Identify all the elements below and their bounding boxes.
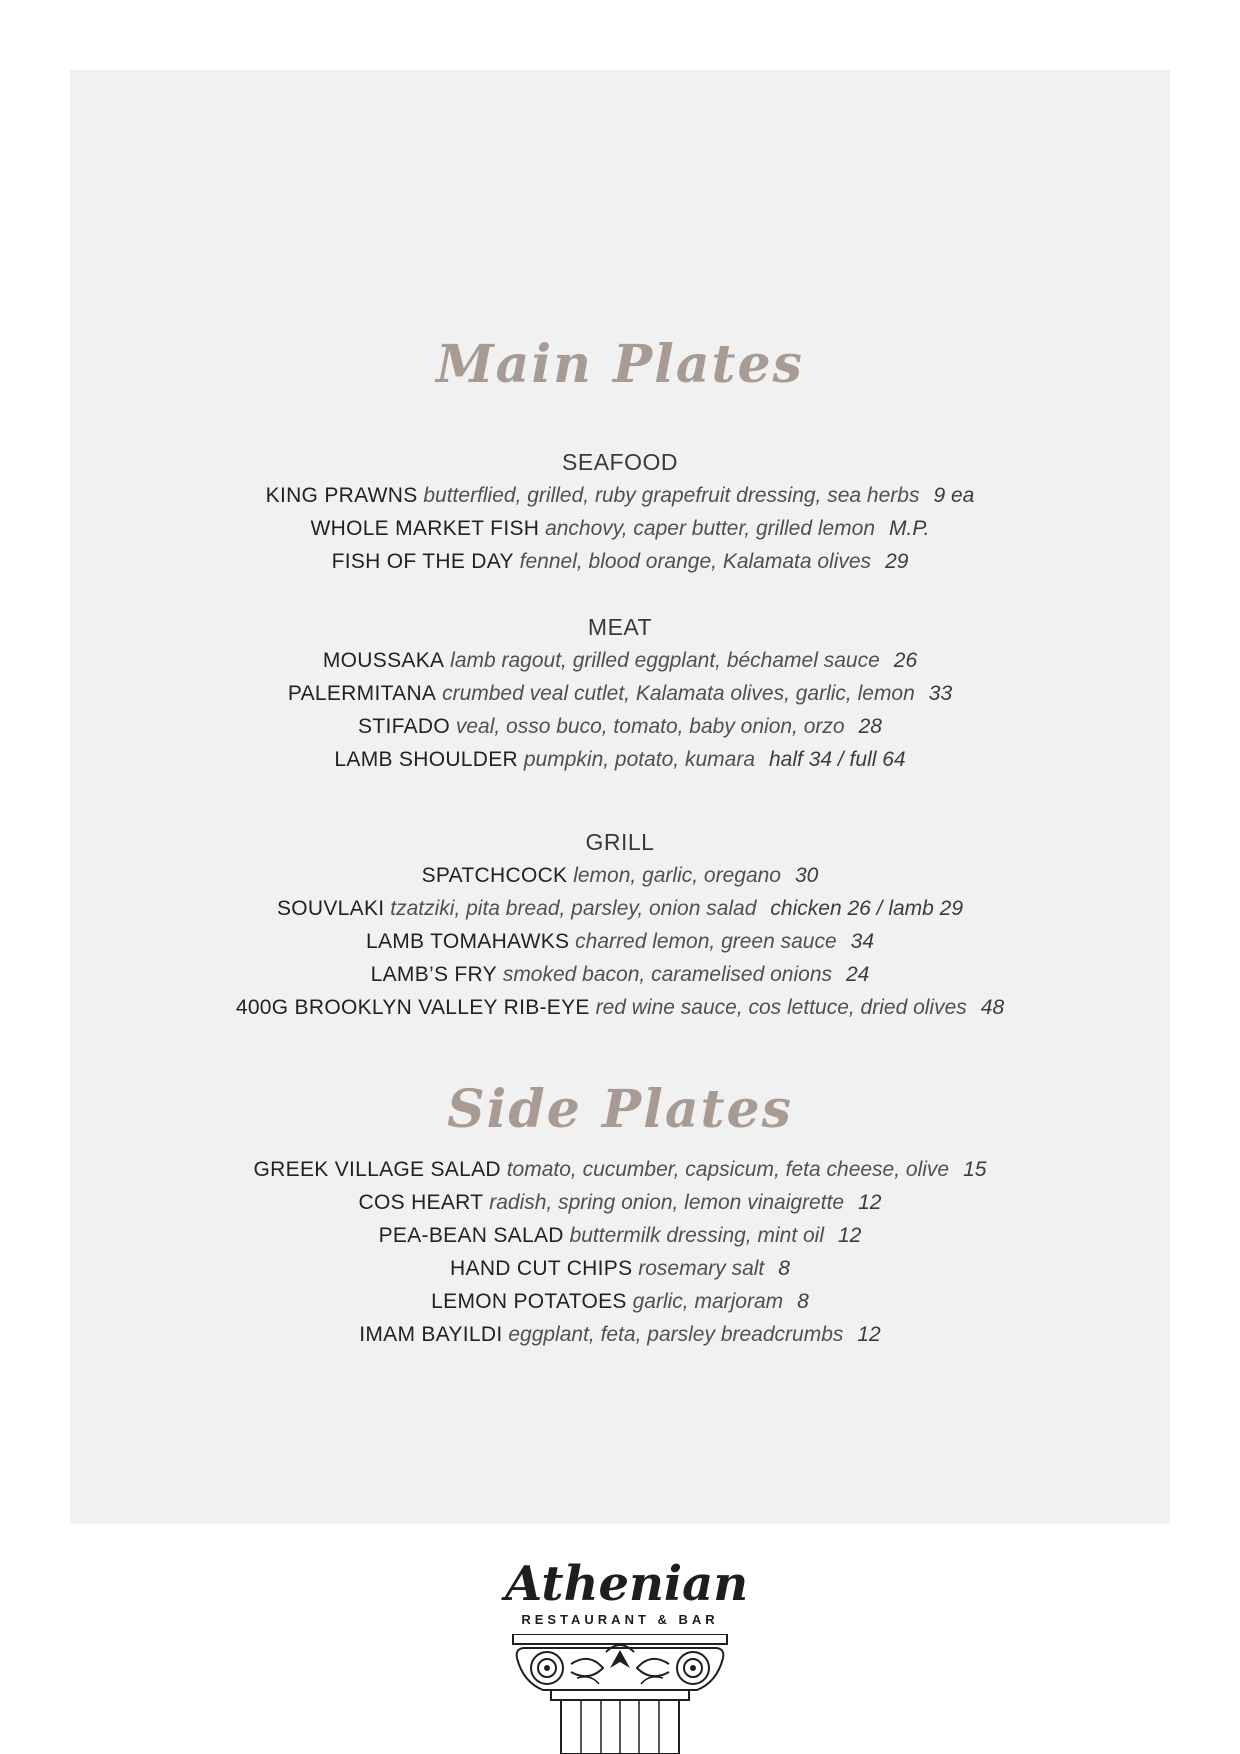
menu-item [70,1252,1170,1285]
menu-item [70,743,1170,776]
section-heading: GRILL [585,829,655,855]
item-name: LAMB TOMAHAWKS [365,930,570,953]
item-description: anchovy, caper butter, grilled lemon [545,517,876,540]
item-name: 400G BROOKLYN VALLEY RIB-EYE [235,996,590,1019]
menu-item [70,859,1170,892]
item-description: eggplant, feta, parsley breadcrumbs [508,1323,844,1346]
main-plates-title: Main Plates [436,334,804,395]
item-name: LEMON POTATOES [431,1290,627,1313]
item-price: 26 [893,649,918,672]
menu-item [70,545,1170,578]
menu-item [70,512,1170,545]
item-price: 9 ea [933,484,975,507]
menu-item [70,479,1170,512]
item-price: chicken 26 / lamb 29 [770,897,964,920]
item-name: LAMB’S FRY [370,963,497,986]
ionic-column-capital-icon [511,1634,729,1754]
menu-item [70,892,1170,925]
item-price: 8 [778,1257,790,1280]
item-description: tomato, cucumber, capsicum, feta cheese, olive [506,1158,950,1181]
item-price: 29 [885,550,909,573]
item-description: crumbed veal cutlet, Kalamata olives, garlic, lemon [442,682,915,705]
item-name: KING PRAWNS [265,484,418,507]
item-name: HAND CUT CHIPS [450,1257,633,1280]
logo-wordmark: Athenian [505,1556,749,1612]
restaurant-logo [505,1548,749,1754]
menu-item [70,677,1170,710]
menu-item [70,1219,1170,1252]
menu-item [70,1153,1170,1186]
item-price: 12 [857,1323,881,1346]
menu-item [70,1186,1170,1219]
item-name: LAMB SHOULDER [334,748,519,771]
menu-item [70,925,1170,958]
item-description: garlic, marjoram [632,1290,784,1313]
item-name: IMAM BAYILDI [359,1323,503,1346]
side-plates-title: Side Plates [447,1079,793,1140]
item-description: veal, osso buco, tomato, baby onion, orzo [455,715,845,738]
item-price: M.P. [889,517,930,540]
item-price: 34 [850,930,875,953]
item-description: radish, spring onion, lemon vinaigrette [489,1191,845,1214]
item-description: fennel, blood orange, Kalamata olives [519,550,872,573]
menu-item [70,958,1170,991]
item-description: smoked bacon, caramelised onions [502,963,832,986]
item-description: red wine sauce, cos lettuce, dried olives [595,996,967,1019]
item-description: charred lemon, green sauce [575,930,837,953]
item-description: butterflied, grilled, ruby grapefruit dressing, sea herbs [423,484,920,507]
item-price: 12 [858,1191,882,1214]
menu-item [70,991,1170,1024]
section-sides [70,1153,1170,1351]
section-heading: SEAFOOD [562,449,678,475]
item-name: SOUVLAKI [276,897,385,920]
menu-item [70,1318,1170,1351]
menu-item [70,644,1170,677]
item-description: rosemary salt [638,1257,765,1280]
section-seafood [70,445,1170,578]
item-price: 15 [963,1158,987,1181]
section-grill [70,825,1170,1024]
item-name: STIFADO [358,715,450,738]
item-name: FISH OF THE DAY [331,550,514,573]
item-name: SPATCHCOCK [421,864,568,887]
item-name: PALERMITANA [287,682,437,705]
item-name: WHOLE MARKET FISH [310,517,540,540]
item-price: 8 [797,1290,809,1313]
logo-subtitle: RESTAURANT & BAR [521,1612,719,1627]
item-price: half 34 / full 64 [769,748,906,771]
item-description: lamb ragout, grilled eggplant, béchamel sauce [450,649,880,672]
item-price: 28 [858,715,882,738]
section-meat [70,610,1170,776]
item-price: 48 [980,996,1005,1019]
item-name: MOUSSAKA [322,649,445,672]
item-description: lemon, garlic, oregano [573,864,781,887]
menu-panel [70,70,1170,1524]
item-name: COS HEART [358,1191,484,1214]
item-description: buttermilk dressing, mint oil [569,1224,824,1247]
item-description: pumpkin, potato, kumara [523,748,755,771]
menu-item [70,1285,1170,1318]
item-name: GREEK VILLAGE SALAD [253,1158,501,1181]
item-name: PEA-BEAN SALAD [378,1224,564,1247]
menu-item [70,710,1170,743]
item-description: tzatziki, pita bread, parsley, onion salad [390,897,757,920]
item-price: 30 [795,864,819,887]
item-price: 12 [838,1224,862,1247]
item-price: 24 [846,963,870,986]
section-heading: MEAT [587,614,653,640]
item-price: 33 [928,682,953,705]
